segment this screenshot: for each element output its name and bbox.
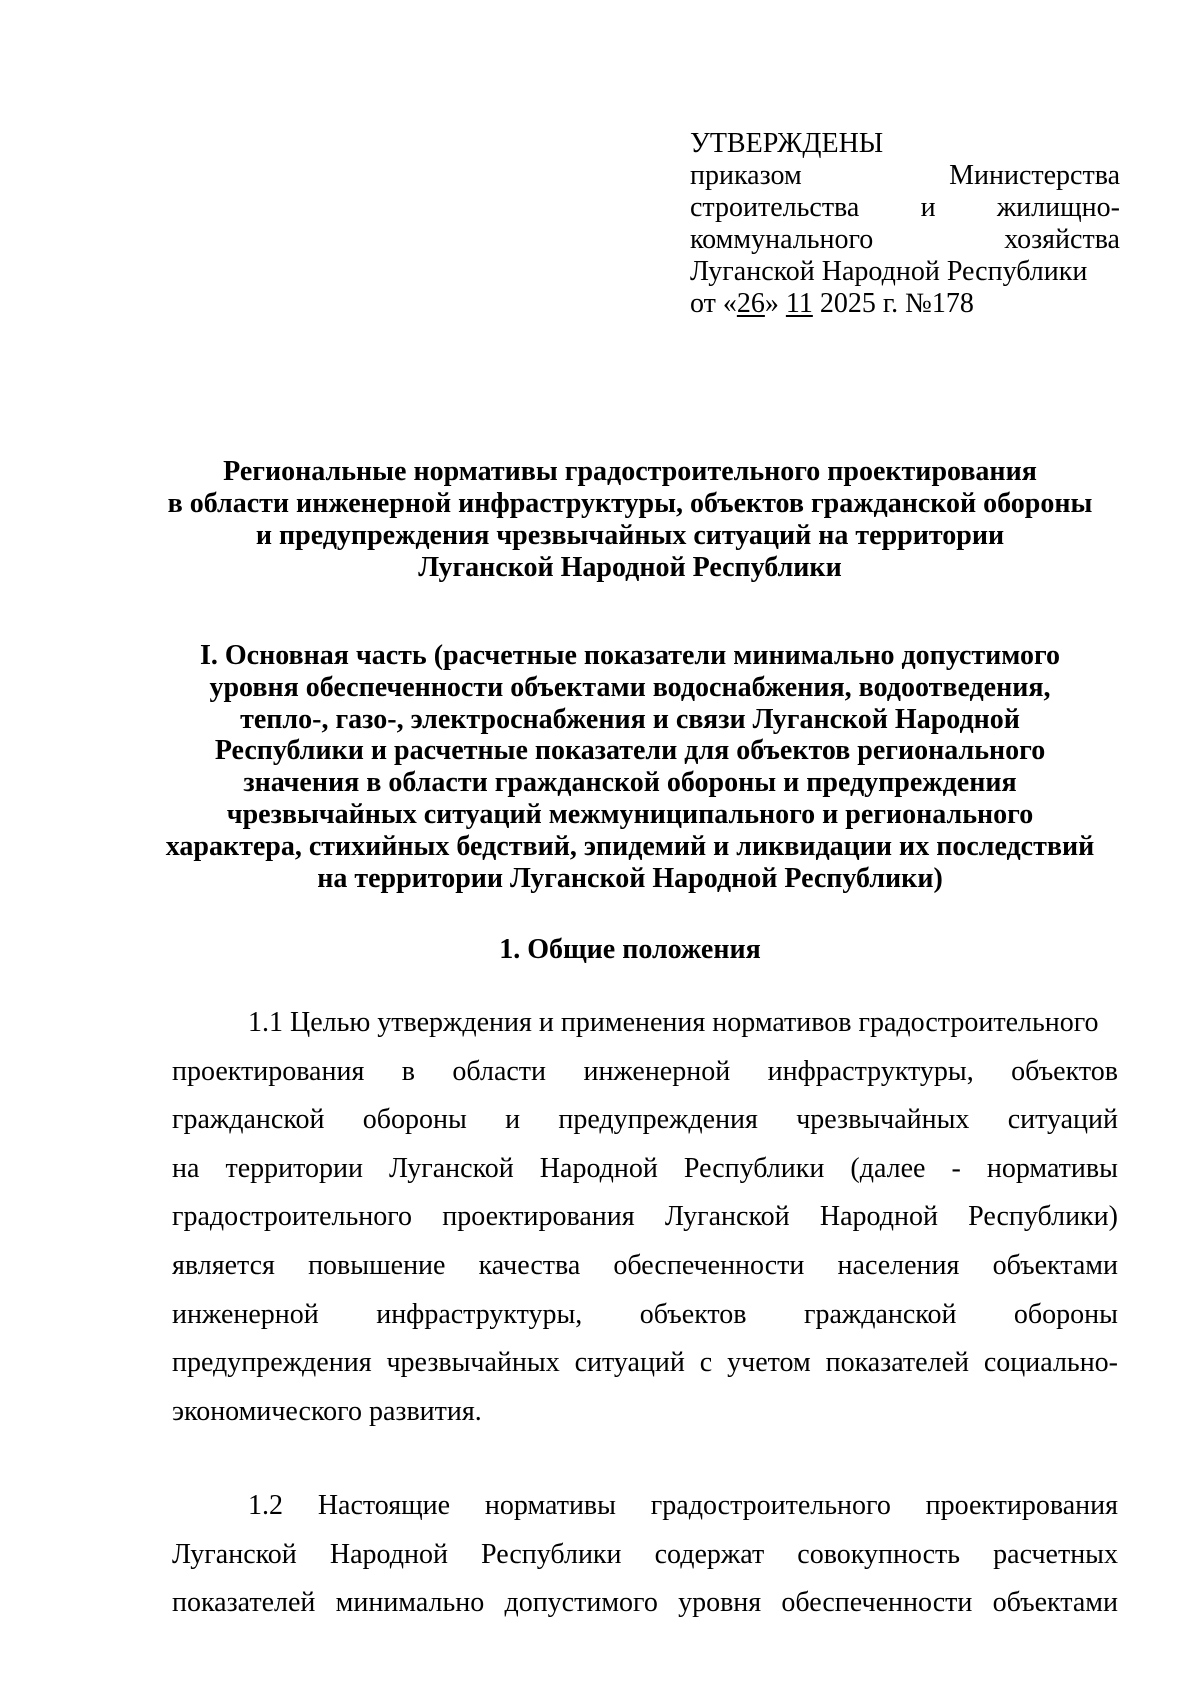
paragraph-word: проектирования	[442, 1201, 635, 1233]
paragraph-word: инженерной	[583, 1055, 731, 1087]
paragraph-word: Луганской	[172, 1538, 297, 1570]
paragraph-word: обороны	[1013, 1298, 1118, 1330]
paragraph-word: расчетных	[993, 1538, 1118, 1570]
paragraph-word: качества	[478, 1249, 581, 1281]
paragraph-word: содержат	[654, 1538, 765, 1570]
paragraph-word: населения	[837, 1249, 960, 1281]
approval-line	[690, 192, 1120, 224]
approval-block	[690, 128, 1120, 320]
paragraph-word: территории	[225, 1152, 363, 1184]
paragraph-word: объектов	[1011, 1055, 1118, 1087]
paragraph-word: чрезвычайных	[796, 1104, 970, 1136]
paragraph-line	[172, 1145, 1118, 1194]
paragraph-word: показателей	[172, 1587, 316, 1619]
approval-title: УТВЕРЖДЕНЫ	[690, 128, 884, 159]
paragraph-word: предупреждения	[172, 1347, 372, 1379]
paragraph-word: уровня	[678, 1587, 762, 1619]
paragraph-word: градостроительного	[172, 1201, 413, 1233]
paragraph-word: нормативы	[484, 1490, 616, 1521]
paragraph-word: Народной	[539, 1152, 658, 1184]
paragraph-1-2	[172, 1482, 1118, 1628]
paragraph-word: Луганской	[664, 1201, 790, 1233]
approval-word: хозяйства	[1004, 224, 1120, 255]
paragraph-word: -	[951, 1152, 961, 1184]
paragraph-word: ситуаций	[574, 1347, 685, 1379]
approval-line	[690, 160, 1120, 192]
paragraph-line	[172, 999, 1118, 1048]
section-title-line: уровня обеспеченности объектами водоснабжения, водоотведения,	[209, 671, 1051, 703]
paragraph-word: чрезвычайных	[386, 1347, 560, 1379]
paragraph-word: нормативы	[986, 1152, 1118, 1184]
date-day: 26	[736, 288, 765, 319]
title-line: и предупреждения чрезвычайных ситуаций на территории	[255, 520, 1005, 551]
approval-word: приказом	[690, 160, 802, 191]
paragraph-word: проектирования	[925, 1490, 1118, 1521]
paragraph-word: инфраструктуры,	[376, 1298, 583, 1330]
paragraph-word: инженерной	[172, 1298, 319, 1330]
paragraph-word: проектирования	[172, 1055, 365, 1087]
paragraph-line	[172, 1579, 1118, 1628]
paragraph-word: является	[172, 1249, 275, 1281]
paragraph-line	[172, 1048, 1118, 1097]
section-title-line: Республики и расчетные показатели для объектов регионального	[214, 735, 1046, 767]
paragraph-line	[172, 1242, 1118, 1291]
paragraph-word: гражданской	[803, 1298, 957, 1330]
date-mid: »	[764, 288, 786, 319]
paragraph-word: ситуаций	[1007, 1104, 1118, 1136]
paragraph-word: и	[505, 1104, 521, 1136]
title-line: Региональные нормативы градостроительного проектирования	[223, 456, 1037, 487]
approval-word: строительства	[690, 192, 860, 223]
paragraph-line	[172, 1482, 1118, 1531]
section-title-line: значения в области гражданской обороны и предупреждения	[243, 767, 1017, 799]
title-line: в области инженерной инфраструктуры, объектов гражданской обороны	[167, 488, 1093, 519]
approval-word: и	[920, 192, 936, 223]
paragraph-line	[172, 1096, 1118, 1145]
section-title-line: тепло-, газо-, электроснабжения и связи Луганской Народной	[240, 703, 1020, 735]
approval-line	[690, 224, 1120, 256]
approval-word: коммунального	[690, 224, 874, 255]
paragraph-word: показателей	[825, 1347, 969, 1379]
paragraph-word: 1.2	[248, 1490, 283, 1521]
paragraph-word: градостроительного	[650, 1490, 891, 1521]
paragraph-word: обеспеченности	[781, 1587, 973, 1619]
paragraph-word: допустимого	[504, 1587, 658, 1619]
section-title-line: на территории Луганской Народной Республики)	[317, 862, 943, 894]
approval-date	[690, 288, 1120, 320]
paragraph-line	[172, 1531, 1118, 1580]
date-suffix: 2025 г. №178	[812, 288, 974, 319]
paragraph-line	[172, 1193, 1118, 1242]
paragraph-word: Республики	[683, 1152, 825, 1184]
paragraph-word: с	[699, 1347, 713, 1379]
document-title	[150, 456, 1110, 584]
date-prefix: от «	[690, 288, 737, 319]
section-title-line: характера, стихийных бедствий, эпидемий и ликвидации их последствий	[165, 830, 1095, 862]
section-title	[150, 640, 1110, 894]
subsection-heading: 1. Общие положения	[499, 934, 761, 965]
paragraph-word: учетом	[727, 1347, 811, 1379]
section-title-line: чрезвычайных ситуаций межмуниципального и регионального	[226, 798, 1034, 830]
paragraph-line	[172, 1291, 1118, 1340]
paragraph-word: обеспеченности	[613, 1249, 805, 1281]
approval-line: Луганской Народной Республики	[690, 256, 1088, 287]
approval-word: жилищно-	[996, 192, 1120, 223]
paragraph-word: в	[401, 1055, 415, 1087]
title-line: Луганской Народной Республики	[418, 552, 842, 583]
date-month: 11	[785, 288, 813, 319]
paragraph-word: объектами	[992, 1249, 1118, 1281]
approval-word: Министерства	[949, 160, 1120, 191]
paragraph-word: инфраструктуры,	[767, 1055, 974, 1087]
paragraph-line: экономического развития.	[172, 1395, 482, 1427]
paragraph-line	[172, 1339, 1118, 1388]
paragraph-word: Настоящие	[317, 1490, 451, 1521]
paragraph-word: 1.1 Целью утверждения и применения нормативов градостроительного	[248, 1007, 1099, 1038]
paragraph-1-1	[172, 999, 1118, 1436]
paragraph-word: минимально	[335, 1587, 485, 1619]
paragraph-word: области	[452, 1055, 547, 1087]
paragraph-word: обороны	[362, 1104, 467, 1136]
paragraph-word: предупреждения	[558, 1104, 758, 1136]
paragraph-word: гражданской	[172, 1104, 325, 1136]
paragraph-word: Народной	[819, 1201, 938, 1233]
paragraph-word: Народной	[329, 1538, 448, 1570]
paragraph-word: совокупность	[797, 1538, 961, 1570]
section-title-line: I. Основная часть (расчетные показатели минимально допустимого	[200, 640, 1060, 671]
paragraph-word: повышение	[308, 1249, 446, 1281]
paragraph-word: Республики	[481, 1538, 622, 1570]
paragraph-word: объектов	[639, 1298, 747, 1330]
paragraph-word: (далее	[850, 1152, 926, 1184]
paragraph-word: объектами	[992, 1587, 1118, 1619]
paragraph-word: Луганской	[388, 1152, 514, 1184]
paragraph-word: социально-	[983, 1347, 1118, 1379]
paragraph-word: Республики)	[968, 1201, 1118, 1233]
paragraph-word: на	[172, 1152, 200, 1184]
